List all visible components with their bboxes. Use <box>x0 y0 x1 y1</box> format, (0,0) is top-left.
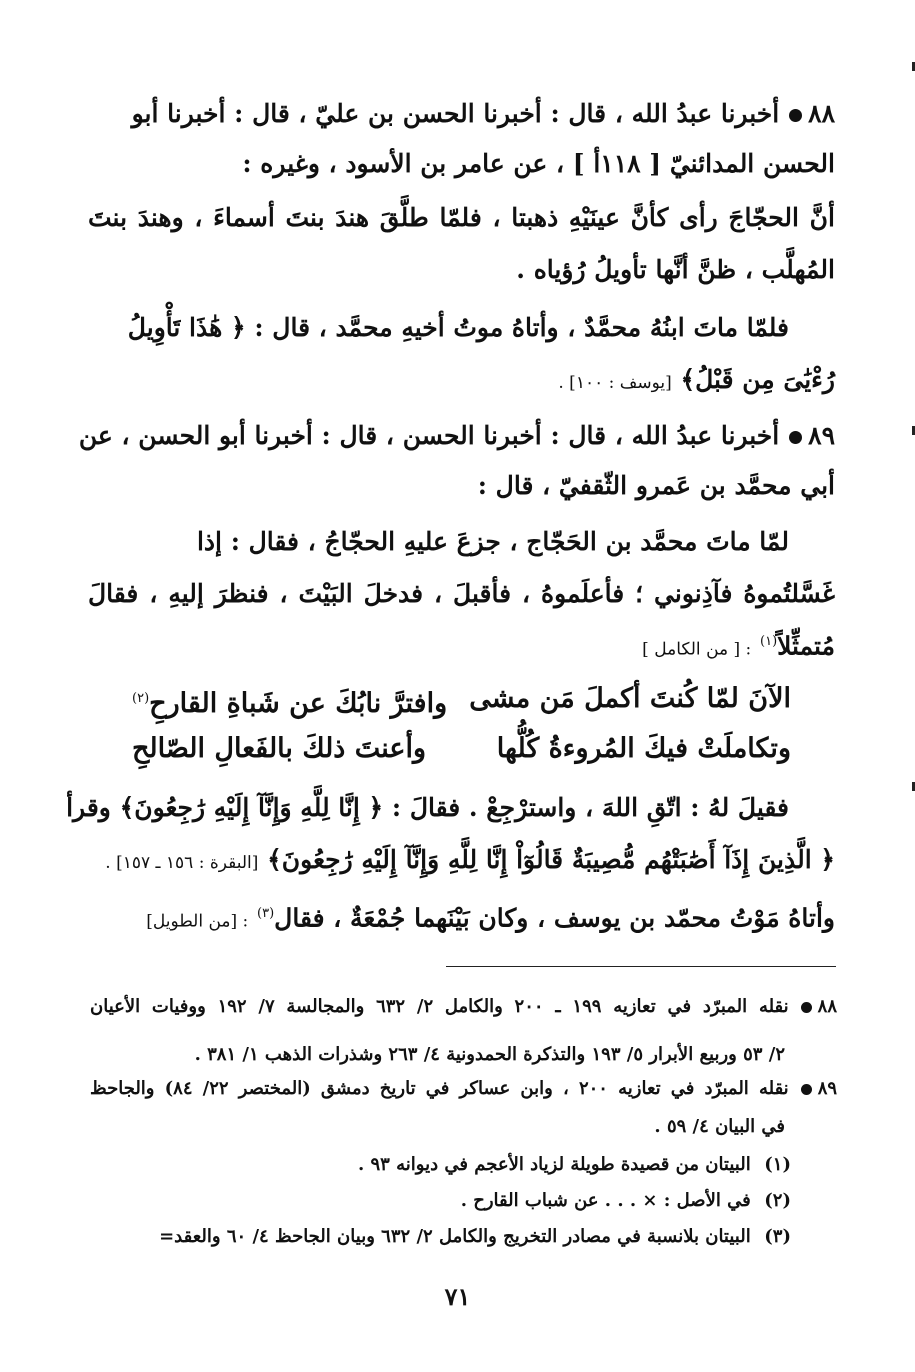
page-number: ٧١ <box>444 1282 471 1311</box>
meter-label: : [ من الكامل ] <box>642 639 752 660</box>
footnote-number: ٨٩ <box>817 1078 838 1099</box>
narrative-text: فلمّا ماتَ ابنُهُ محمَّدٌ ، وأتاهُ موتُ أخيهِ محمَّد ، قال : <box>254 313 789 342</box>
bullet-icon <box>789 431 802 444</box>
hemistich-text: وافترَّ نابُكَ عن شَباةِ القارحِ <box>149 688 448 719</box>
footnote-ref: (٢) <box>132 691 150 706</box>
narrative-text: وقرأ <box>66 793 111 822</box>
bullet-icon <box>801 1084 812 1095</box>
note-3 <box>159 1222 791 1252</box>
footnote-ref: (٣) <box>257 906 275 921</box>
note-1 <box>358 1150 791 1180</box>
note-2 <box>461 1186 791 1216</box>
footnote-89-line-2: في البيان ٤/ ٥٩ . <box>654 1116 785 1137</box>
entry-88-line-1 <box>132 96 835 132</box>
note-number: (١) <box>764 1154 791 1175</box>
entry-89-line-7 <box>105 842 835 881</box>
quran-quote: رُءْيَٰىَ مِن قَبْلُ﴾ <box>680 365 835 394</box>
narrative-text: مُتمثِّلاً <box>777 631 835 661</box>
entry-89-line-6 <box>66 790 789 826</box>
quran-quote: ﴿ هَٰذَا تَأْوِيلُ <box>127 313 246 342</box>
entry-89-line-2: أبي محمَّد بن عَمرو الثّقفيّ ، قال : <box>477 471 835 500</box>
quran-reference: [يوسف : ١٠٠] . <box>558 373 672 393</box>
note-number: (٣) <box>764 1226 791 1247</box>
note-text: البيتان من قصيدة طويلة لزياد الأعجم في ديوانه ٩٣ . <box>357 1154 751 1175</box>
quran-quote: ﴿ إِنَّا لِلَّهِ وَإِنَّآ إِلَيْهِ رَٰجِعُونَ﴾ <box>119 793 384 822</box>
meter-label: : [من الطويل] <box>146 911 249 932</box>
entry-89-line-5 <box>642 624 835 667</box>
note-text: البيتان بلانسبة في مصادر التخريج والكامل ٢/ ٦٣٢ وبيان الجاحظ ٤/ ٦٠ والعقد= <box>159 1226 751 1247</box>
entry-88-line-5 <box>128 310 789 346</box>
footnote-divider <box>446 966 836 967</box>
footnote-text: نقله المبرّد في تعازيه ٢٠٠ ، وابن عساكر في تاريخ دمشق (المختصر ٢٢/ ٨٤) والجاحظ <box>90 1078 789 1099</box>
entry-88-line-2: الحسن المدائنيّ [ ١١٨أ ] ، عن عامر بن الأسود ، وغيره : <box>242 149 835 178</box>
footnote-text: نقله المبرّد في تعازيه ١٩٩ ـ ٢٠٠ والكامل ٢/ ٦٣٢ والمجالسة ٧/ ١٩٢ ووفيات الأعيان <box>90 996 789 1017</box>
note-text: في الأصل : × . . . عن شباب القارح . <box>460 1190 751 1211</box>
entry-text: أخبرنا عبدُ الله ، قال : أخبرنا الحسن بن عليّ ، قال : أخبرنا أبو <box>131 99 780 128</box>
entry-88-line-4: المُهلَّب ، ظنَّ أنَّها تأويلُ رُؤياه . <box>516 255 835 284</box>
entry-text: أخبرنا عبدُ الله ، قال : أخبرنا الحسن ، قال : أخبرنا أبو الحسن ، عن <box>78 421 780 450</box>
bullet-icon <box>801 1002 812 1013</box>
entry-number: ٨٨ <box>808 99 835 128</box>
footnote-number: ٨٨ <box>817 996 838 1017</box>
narrative-text: فقيلَ لهُ : اتّقِ اللهَ ، واسترْجِعْ . فقالَ : <box>391 793 789 822</box>
bullet-icon <box>789 109 802 122</box>
entry-88-line-6 <box>558 362 835 401</box>
entry-89-line-8 <box>146 896 835 939</box>
verse-2-second-hemistich: وأعنتَ ذلكَ بالفَعالِ الصّالحِ <box>132 733 427 764</box>
verse-1-second-hemistich <box>132 680 447 723</box>
entry-89-line-3: لمّا ماتَ محمَّد بن الحَجّاج ، جزعَ عليهِ الحجّاجُ ، فقال : إذا <box>196 527 789 556</box>
quran-reference: [البقرة : ١٥٦ ـ ١٥٧] . <box>105 853 259 873</box>
footnote-88-line-1 <box>90 992 837 1022</box>
entry-89-line-1 <box>79 418 835 454</box>
footnote-89-line-1 <box>90 1074 837 1104</box>
entry-88-line-3: أنَّ الحجّاجَ رأى كأنَّ عينَيْهِ ذهبتا ، فلمّا طلَّقَ هندَ بنتَ أسماءَ ، وهندَ بنتَ <box>88 203 835 232</box>
verse-1-first-hemistich: الآنَ لمّا كُنتَ أكملَ مَن مشى <box>469 683 791 714</box>
quran-quote: ﴿ الَّذِينَ إِذَآ أَصَٰبَتْهُم مُّصِيبَةٌ قَالُوٓاْ إِنَّا لِلَّهِ وَإِنَّآ إِلَيْهِ رَٰجِعُونَ﴾ <box>267 845 835 874</box>
verse-2-first-hemistich: وتكاملَتْ فيكَ المُروءةُ كُلُّها <box>496 733 791 764</box>
narrative-text: وأتاهُ مَوْتُ محمّد بن يوسف ، وكان بَيْنَهما جُمْعَةٌ ، فقال <box>274 903 835 933</box>
footnote-88-line-2: ٢/ ٥٣ وربيع الأبرار ٥/ ١٩٣ والتذكرة الحمدونية ٤/ ٢٦٣ وشذرات الذهب ١/ ٣٨١ . <box>194 1044 785 1065</box>
entry-number: ٨٩ <box>808 421 835 450</box>
note-number: (٢) <box>764 1190 791 1211</box>
entry-89-line-4: غَسَّلتُموهُ فآذِنوني ؛ فأعلَموهُ ، فأقبلَ ، فدخلَ البَيْتَ ، فنظرَ إليهِ ، فقالَ <box>88 579 835 608</box>
footnote-ref: (١) <box>760 634 778 649</box>
